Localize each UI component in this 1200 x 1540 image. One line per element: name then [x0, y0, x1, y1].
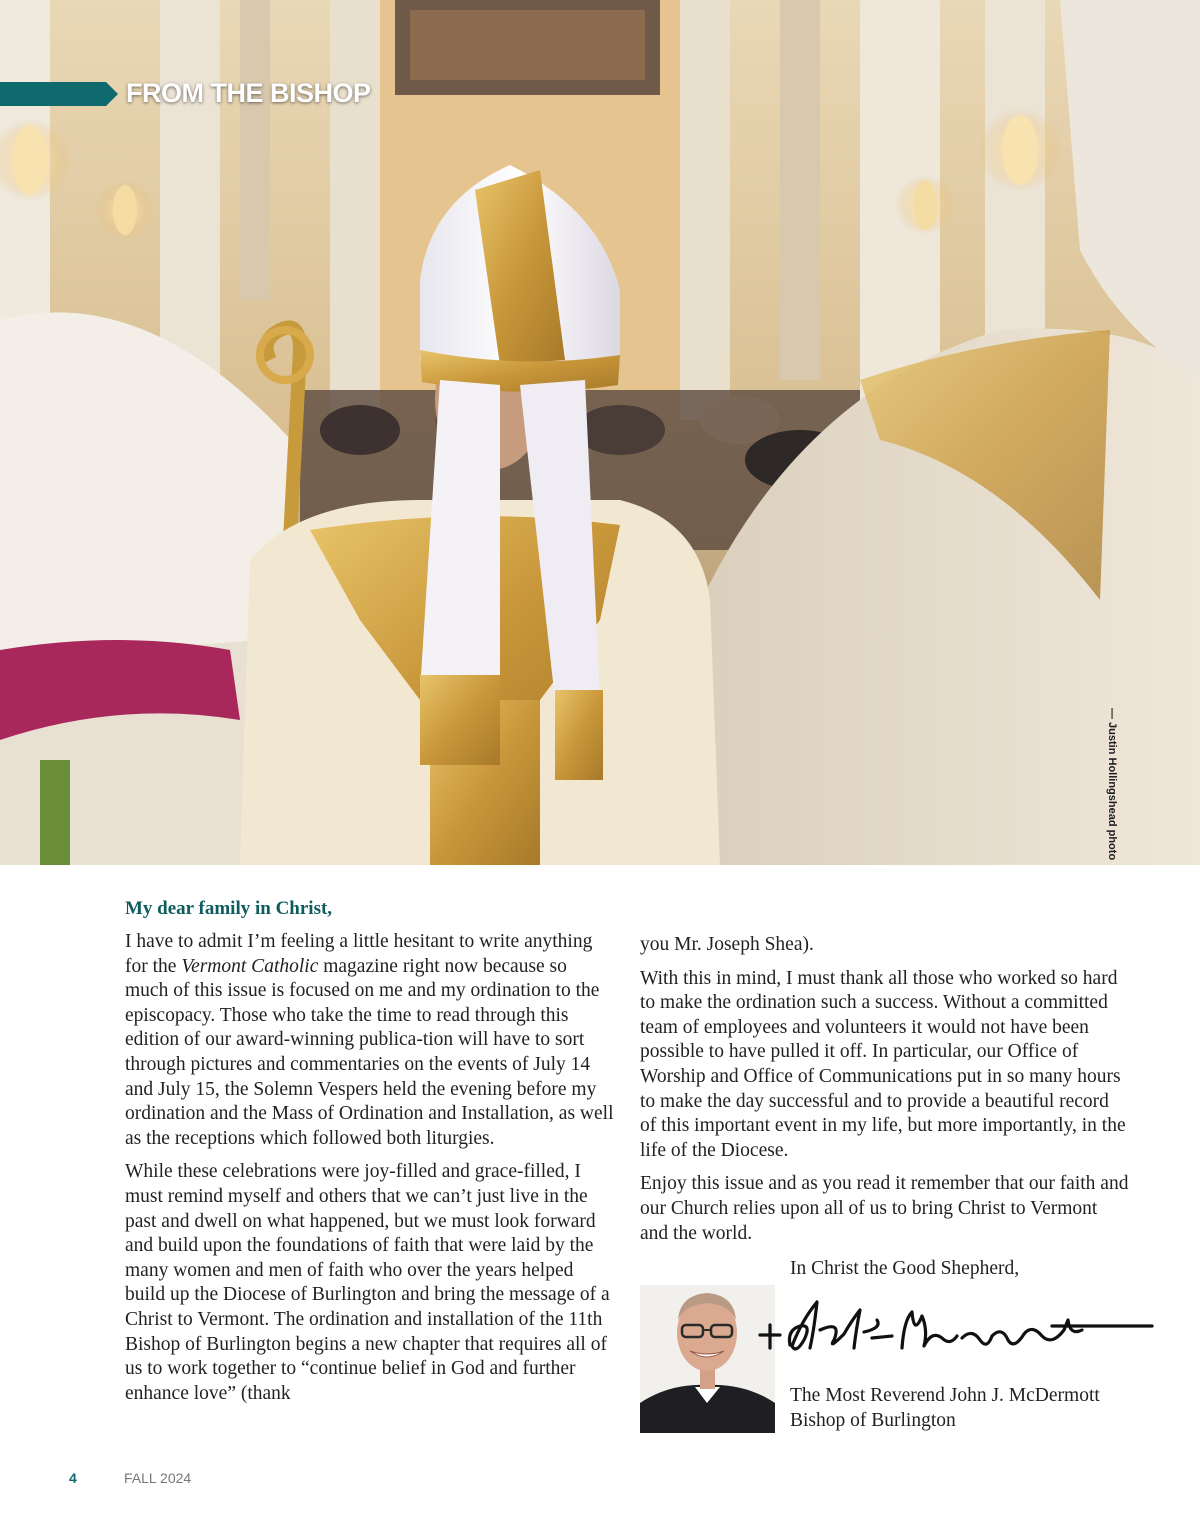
paragraph-text: magazine right now because so much of this issue is focused on me and my ordination to the episcopacy. Those who take the time to read through this edition of our award-winning publica-tion will have to sort through pictures and commentaries on the events of July 14 and July 15, the Solemn Vespers held the evening before my ordination and the Mass of Ordination and Installation, as well as the receptions which followed both liturgies. — [125, 955, 614, 1149]
letter-salutation: My dear family in Christ, — [125, 898, 333, 919]
bishop-signature — [752, 1290, 1157, 1370]
issue-label: FALL 2024 — [124, 1470, 192, 1486]
section-tab-marker — [0, 82, 118, 106]
signer-title: Bishop of Burlington — [790, 1410, 956, 1431]
letter-paragraph: While these celebrations were joy-filled and grace-filled, I must remind myself and others that we can’t just live in the past and dwell on what happened, but we must look forward and build upon the foundations of faith that were laid by the many women and men of faith who over the years helped build up the Diocese of Burlington and bring the message of a Christ to Vermont. The ordination and installation of the 11th Bishop of Burlington begins a new chapter that requires all of us to work together to “continue belief in God and further enhance love” (thank — [125, 1161, 610, 1404]
section-title: FROM THE BISHOP — [126, 78, 371, 108]
letter-column-left — [125, 930, 615, 1415]
magazine-title: Vermont Catholic — [181, 955, 319, 977]
signer-block — [790, 1383, 1100, 1433]
letter-closing: In Christ the Good Shepherd, — [790, 1258, 1020, 1279]
letter-paragraph — [125, 930, 615, 1151]
letter-column-right — [640, 933, 1130, 1255]
letter-paragraph: you Mr. Joseph Shea). — [640, 934, 814, 955]
letter-paragraph: With this in mind, I must thank all those who worked so hard to make the ordination such a success. Without a committed team of employees and volunteers it would not have been possible to have pulled it off. In particular, our Office of Worship and Office of Communications put in so many hours to make the day successful and to provide a beautiful record of this important event in my life, but more importantly, in the life of the Diocese. — [640, 967, 1126, 1161]
paragraph-text: I have to admit I’m feeling a little hesitant to write anything for the — [125, 931, 593, 977]
photo-credit-text: — Justin Hollingshead photo — [1106, 708, 1118, 861]
page-number: 4 — [69, 1470, 77, 1486]
signer-name: The Most Reverend John J. McDermott — [790, 1385, 1100, 1406]
letter-paragraph: Enjoy this issue and as you read it remember that our faith and our Church relies upon all of us to bring Christ to Vermont and the world. — [640, 1173, 1129, 1244]
photo-credit — [1106, 708, 1132, 861]
